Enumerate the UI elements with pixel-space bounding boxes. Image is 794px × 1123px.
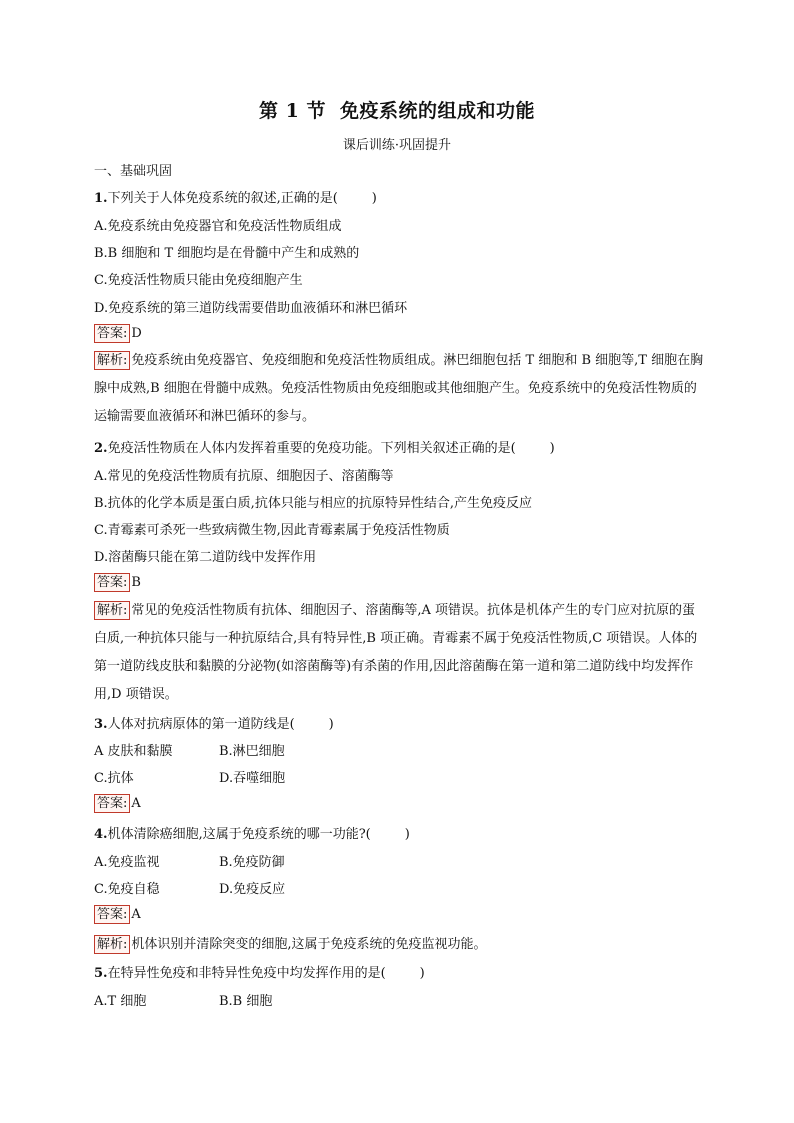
question-5-stem [94,962,425,981]
q4-answer [94,905,141,924]
analysis-text: 常见的免疫活性物质有抗体、细胞因子、溶菌酶等,A 项错误。抗体是机体产生的专门应对抗原的蛋白质,一种抗体只能与一种抗原结合,具有特异性,B 项正确。青霉素不属于免疫活性物质,C 项错误。人体的第一道防线皮肤和黏膜的分泌物(如溶菌酶等)有杀菌的作用,因此溶菌酶在第一道和第二道防线中均发挥作用,D 项错误。 [94,603,698,702]
answer-value: A [131,907,141,922]
q4-analysis [94,933,487,954]
q1-option-b: B.B 细胞和 T 细胞均是在骨髓中产生和成熟的 [94,246,360,261]
page-title [0,96,794,123]
question-text: 人体对抗病原体的第一道防线是( [107,717,295,732]
q2-answer [94,573,141,592]
question-text: 下列关于人体免疫系统的叙述,正确的是( [107,191,338,206]
q2-option-b: B.抗体的化学本质是蛋白质,抗体只能与相应的抗原特异性结合,产生免疫反应 [94,496,532,511]
q2-option-a: A.常见的免疫活性物质有抗原、细胞因子、溶菌酶等 [94,469,394,484]
question-number: 4. [94,827,108,842]
question-paren-close: ) [371,191,377,206]
analysis-text: 免疫系统由免疫器官、免疫细胞和免疫活性物质组成。淋巴细胞包括 T 细胞和 B 细胞等,T 细胞在胸腺中成熟,B 细胞在骨髓中成熟。免疫活性物质由免疫细胞或其他细胞产生。免疫系统中的免疫活性物质的运输需要血液循环和淋巴循环的参与。 [94,353,704,424]
question-number: 2. [94,441,108,456]
question-number: 5. [94,966,108,981]
answer-label: 答案: [94,905,130,924]
q2-option-c: C.青霉素可杀死一些致病微生物,因此青霉素属于免疫活性物质 [94,523,450,538]
q4-option-d: D.免疫反应 [219,882,286,897]
page-subtitle: 课后训练·巩固提升 [342,138,452,153]
analysis-label: 解析: [94,601,130,620]
question-1-stem [94,187,377,206]
q2-option-d: D.溶菌酶只能在第二道防线中发挥作用 [94,550,317,565]
question-number: 3. [94,717,108,732]
q4-option-c: C.免疫自稳 [94,882,160,897]
question-paren-close: ) [328,717,334,732]
q1-analysis [94,347,704,431]
q3-option-a: A 皮肤和黏膜 [94,744,173,759]
q5-option-b: B.B 细胞 [219,994,273,1009]
section-heading: 一、基础巩固 [94,164,173,179]
analysis-text: 机体识别并清除突变的细胞,这属于免疫系统的免疫监视功能。 [131,937,487,952]
answer-label: 答案: [94,324,130,343]
question-3-stem [94,713,334,732]
question-4-stem [94,823,410,842]
question-number: 1. [94,191,108,206]
answer-value: A [131,796,141,811]
title-section-number: 第 1 节 [259,100,326,122]
q1-answer [94,324,142,343]
q1-option-a: A.免疫系统由免疫器官和免疫活性物质组成 [94,219,342,234]
q1-option-d: D.免疫系统的第三道防线需要借助血液循环和淋巴循环 [94,301,408,316]
question-text: 机体清除癌细胞,这属于免疫系统的哪一功能?( [107,827,371,842]
q1-option-c: C.免疫活性物质只能由免疫细胞产生 [94,273,303,288]
q3-option-b: B.淋巴细胞 [219,744,285,759]
q3-option-d: D.吞噬细胞 [219,771,286,786]
title-text: 免疫系统的组成和功能 [339,100,535,122]
analysis-label: 解析: [94,935,130,954]
answer-label: 答案: [94,794,130,813]
q2-analysis [94,597,704,709]
q5-option-a: A.T 细胞 [94,994,147,1009]
answer-label: 答案: [94,573,130,592]
q3-answer [94,794,141,813]
question-text: 在特异性免疫和非特异性免疫中均发挥作用的是( [107,966,386,981]
q4-option-a: A.免疫监视 [94,855,160,870]
answer-value: B [131,575,141,590]
question-paren-close: ) [419,966,425,981]
question-paren-close: ) [404,827,410,842]
question-text: 免疫活性物质在人体内发挥着重要的免疫功能。下列相关叙述正确的是( [107,441,516,456]
q3-option-c: C.抗体 [94,771,134,786]
q4-option-b: B.免疫防御 [219,855,285,870]
question-2-stem [94,437,555,456]
answer-value: D [131,326,142,341]
analysis-label: 解析: [94,351,130,370]
question-paren-close: ) [549,441,555,456]
